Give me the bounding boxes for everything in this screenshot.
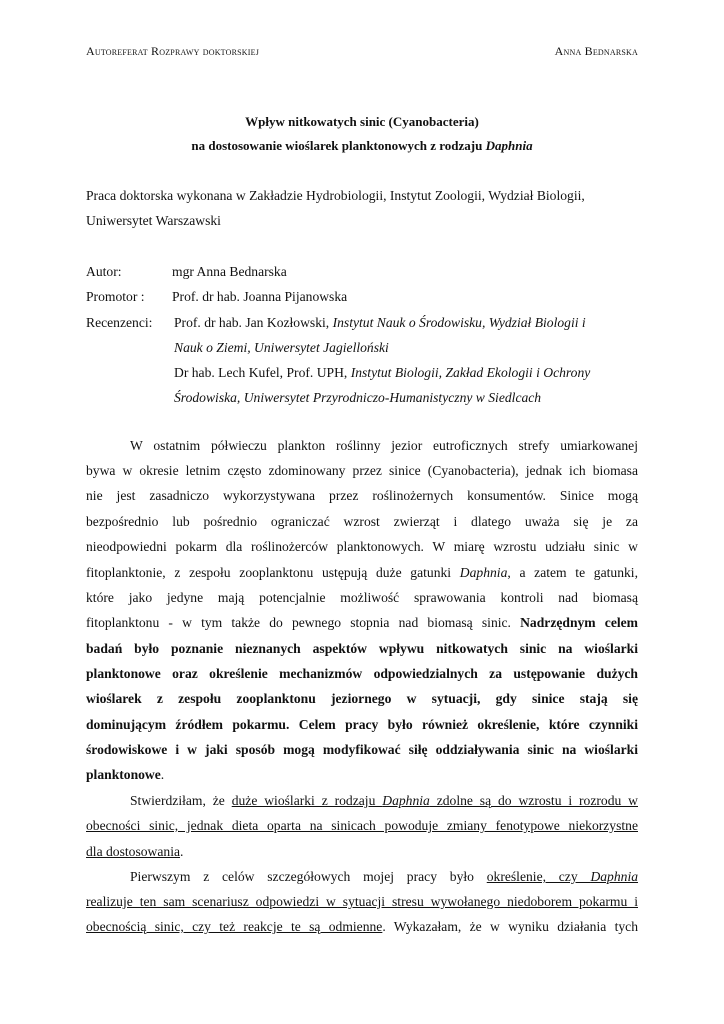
- paragraph-3-line-2: realizuje ten sam scenariusz odpowiedzi w sytuacji stresu wywołanego niedoborem pokarmu i: [86, 894, 638, 909]
- paragraph-1-line-1: W ostatnim półwieczu plankton roślinny jezior eutroficznych strefy umiarkowanej: [130, 438, 638, 453]
- underlined-run: obecnością sinic, czy też reakcje te są odmienne: [86, 919, 383, 934]
- author-label: Autor:: [86, 264, 122, 279]
- reviewer-2-line-2: Środowiska, Uniwersytet Przyrodniczo-Humanistyczny w Siedlcach: [174, 390, 542, 405]
- running-header-title: Autoreferat Rozprawy doktorskiej: [86, 44, 260, 58]
- text-run: , a zatem te gatunki,: [507, 565, 638, 580]
- paragraph-1-line-13: środowiskowe i w jaki sposób mogą modyfikować siłę oddziaływania sinic na wioślarki: [86, 742, 638, 757]
- underlined-run: określenie, czy: [486, 869, 591, 884]
- genus-daphnia: Daphnia: [382, 793, 430, 808]
- reviewer-2-institution: Instytut Biologii, Zakład Ekologii i Ochrony: [350, 365, 591, 380]
- text-run: fitoplanktonu - w tym także do pewnego stopnia nad biomasą sinic.: [86, 615, 521, 630]
- underlined-run: duże wioślarki z rodzaju: [231, 793, 383, 808]
- genus-daphnia: Daphnia: [590, 869, 639, 884]
- text-run: Pierwszym z celów szczegółowych mojej pracy było: [130, 869, 487, 884]
- text-run: Stwierdziłam, że: [130, 793, 232, 808]
- reviewer-1-line-1: [174, 315, 586, 331]
- document-title-line-2: [86, 138, 638, 154]
- paragraph-3-line-1: [130, 869, 638, 885]
- reviewers-label: Recenzenci:: [86, 315, 153, 330]
- paragraph-1-line-14: [86, 767, 638, 783]
- author-value: mgr Anna Bednarska: [172, 264, 287, 279]
- paragraph-1-line-2: bywa w okresie letnim często zdominowany przez sinice (Cyanobacteria), jednak ich biomasa: [86, 463, 638, 478]
- affiliation-line-2: Uniwersytet Warszawski: [86, 213, 221, 228]
- reviewer-1-name: Prof. dr hab. Jan Kozłowski,: [174, 315, 333, 330]
- paragraph-1-line-9: badań było poznanie nieznanych aspektów wpływu nitkowatych sinic na wioślarki: [86, 641, 638, 656]
- title-genus: Daphnia: [485, 138, 533, 153]
- title-text: na dostosowanie wioślarek planktonowych z rodzaju: [191, 138, 486, 153]
- paragraph-2-line-2: obecności sinic, jednak dieta oparta na sinicach powoduje zmiany fenotypowe niekorzystne: [86, 818, 638, 833]
- bold-run: Nadrzędnym celem: [520, 615, 638, 630]
- text-run: .: [180, 844, 184, 859]
- text-run: .: [160, 767, 165, 782]
- paragraph-3-line-3: [86, 919, 638, 935]
- paragraph-1-line-3: nie jest zasadniczo wykorzystywana przez roślinożernych konsumentów. Sinice mogą: [86, 488, 638, 503]
- running-header-author: Anna Bednarska: [554, 44, 638, 58]
- reviewer-1-institution: Instytut Nauk o Środowisku, Wydział Biologii i: [332, 315, 586, 330]
- paragraph-1-line-6: [86, 565, 638, 581]
- paragraph-1-line-8: [86, 615, 638, 631]
- affiliation-line-1: Praca doktorska wykonana w Zakładzie Hydrobiologii, Instytut Zoologii, Wydział Biologii,: [86, 188, 585, 203]
- paragraph-1-line-5: nieodpowiedni pokarm dla roślinożerców planktonowych. W miarę wzrostu udziału sinic w: [86, 539, 638, 554]
- promotor-value: Prof. dr hab. Joanna Pijanowska: [172, 289, 348, 304]
- document-title-line-1: Wpływ nitkowatych sinic (Cyanobacteria): [245, 114, 479, 129]
- paragraph-1-line-12: dominującym źródłem pokarmu. Celem pracy było również określenie, które czynniki: [86, 717, 638, 732]
- text-run: . Wykazałam, że w wyniku działania tych: [382, 919, 638, 934]
- text-run: fitoplanktonie, z zespołu zooplanktonu ustępują duże gatunki: [86, 565, 460, 580]
- underlined-run: dla dostosowania: [86, 844, 181, 859]
- promotor-label: Promotor :: [86, 289, 145, 304]
- bold-run: planktonowe: [86, 767, 161, 782]
- paragraph-1-line-4: bezpośrednio lub pośrednio ograniczać wzrost zwierząt i dlatego uważa się je za: [86, 514, 638, 529]
- genus-daphnia: Daphnia: [459, 565, 508, 580]
- paragraph-2-line-3: [86, 844, 638, 860]
- paragraph-1-line-11: wioślarek z zespołu zooplanktonu jeziornego w sytuacji, gdy sinice stają się: [86, 691, 638, 706]
- paragraph-1-line-7: które jako jedyne mają potencjalnie możliwość sprawowania kontroli nad biomasą: [86, 590, 638, 605]
- reviewer-2-name: Dr hab. Lech Kufel, Prof. UPH,: [174, 365, 351, 380]
- reviewer-1-line-2: Nauk o Ziemi, Uniwersytet Jagielloński: [174, 340, 389, 355]
- reviewer-2-line-1: [174, 365, 590, 381]
- paragraph-2-line-1: [130, 793, 638, 809]
- paragraph-1-line-10: planktonowe oraz określenie mechanizmów odpowiedzialnych za ustępowanie dużych: [86, 666, 638, 681]
- underlined-run: zdolne są do wzrostu i rozrodu w: [429, 793, 638, 808]
